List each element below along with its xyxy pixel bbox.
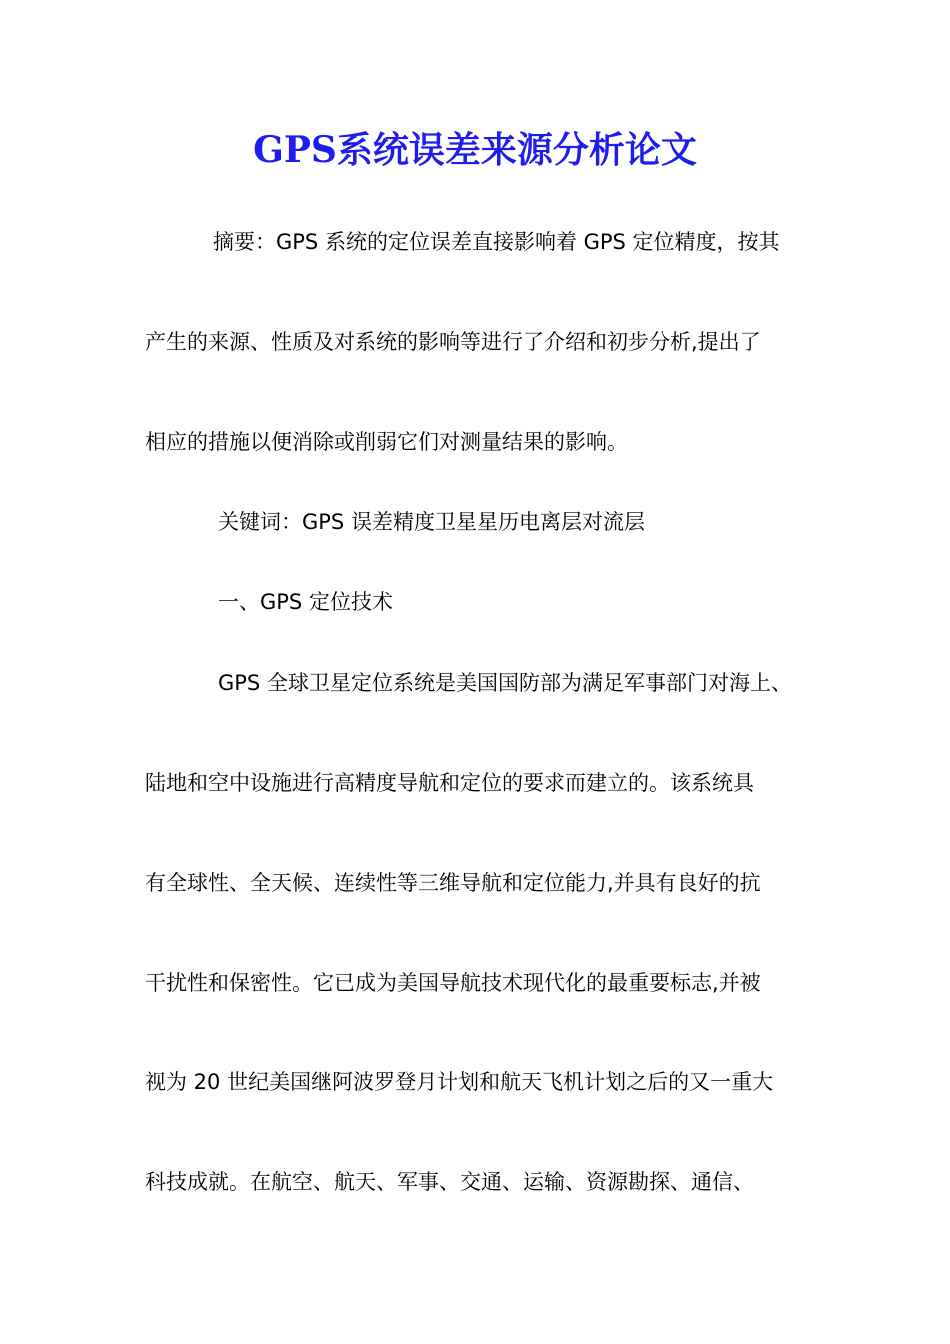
abstract-line-3: 相应的措施以便消除或削弱它们对测量结果的影响。	[145, 430, 628, 454]
body-line-6: 科技成就。在航空、航天、军事、交通、运输、资源勘探、通信、	[145, 1170, 754, 1194]
section-heading: 一、GPS 定位技术	[218, 590, 393, 614]
keywords-line: 关键词：GPS 误差精度卫星星历电离层对流层	[218, 510, 645, 534]
body-line-2: 陆地和空中设施进行高精度导航和定位的要求而建立的。该系统具	[145, 771, 754, 795]
body-line-5: 视为 20 世纪美国继阿波罗登月计划和航天飞机计划之后的又一重大	[145, 1070, 774, 1094]
document-title: GPS系统误差来源分析论文	[253, 129, 697, 171]
body-line-4: 干扰性和保密性。它已成为美国导航技术现代化的最重要标志,并被	[145, 971, 761, 995]
abstract-line-2: 产生的来源、性质及对系统的影响等进行了介绍和初步分析,提出了	[145, 330, 761, 354]
body-line-3: 有全球性、全天候、连续性等三维导航和定位能力,并具有良好的抗	[145, 871, 761, 895]
abstract-line-1: 摘要：GPS 系统的定位误差直接影响着 GPS 定位精度，按其	[213, 230, 780, 254]
body-line-1: GPS 全球卫星定位系统是美国国防部为满足军事部门对海上、	[218, 671, 792, 695]
